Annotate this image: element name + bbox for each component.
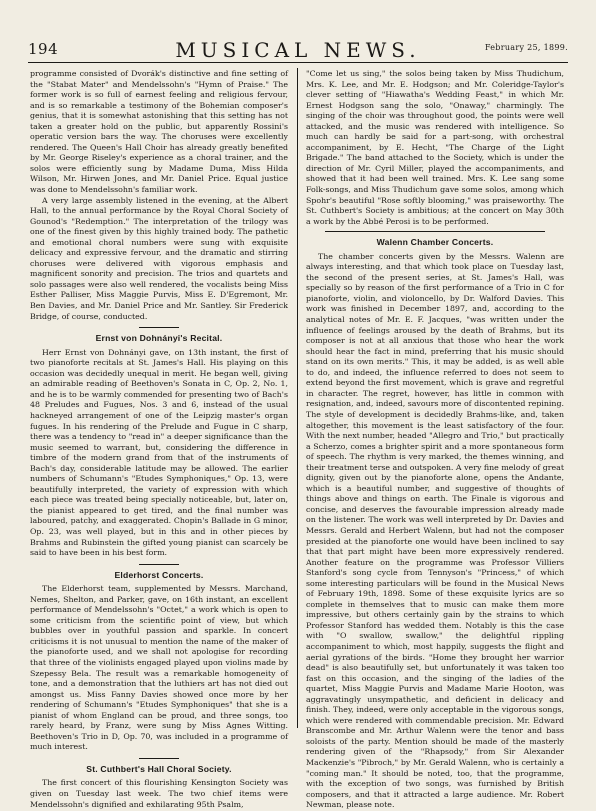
article-paragraph: The chamber concerts given by the Messrs. Walenn are always interesting, and that which took place on Tuesday last, the second of the present series, at St. James's Hall, was specially so by reason of the first performance of a Trio in C for pianoforte, violin, and violoncello, by Dr. Walford Davies. This work was finished in December 1897, and, according to the analytical notes of Mr. E. F. Jacques, "was written under the influence of feelings aroused by the death of Brahms, but its composer is not at all anxious that those who hear the work should hear the fact in mind, preferring that his music should stand on its own merits." This, it may be added, is as well able to do, and indeed, the influence referred to does not seem to extend beyond the first movement, which is grave and regretful in character. The regret, however, has little in common with resignation, and, indeed, savours more of discontented repining. The style of development is decidedly Brahms-like, and, taken altogether, this movement is the least satisfactory of the four. With the next number, headed "Allegro and Trio," but practically a Scherzo, comes a brighter spirit and a more spontaneous form of speech. The rhythm is very marked, the themes winning, and their treatment terse and outspoken. A very fine melody of great dignity, given out by the pianoforte alone, opens the Andante, which is a beautiful number, and suggestive of thoughts of things above and things on earth. The Finale is vigorous and concise, and deserves the favourable impression already made on the listener. The work was well interpreted by Dr. Davies and Messrs. Gerald and Herbert Walenn, but had not the composer presided at the pianoforte one would have been inclined to say that that part might have been more expressively rendered. Another feature on the programme was Professor Villiers Stanford's song cycle from Tennyson's "Princess," of which some interesting particulars will be found in the Musical News of February 19th, 1898. Some of these exquisite lyrics are so complete in themselves that to music can make them more impressive, but others certainly gain by the strains to which Professor Stanford has wedded them. Notably is this the case with "O swallow, swallow," the delightful rippling accompaniment to which, most happily, suggests the flight and aerial gyrations of the birds. "Home they brought her warrior dead" is also beautifully set, but unfortunately it was taken too fast on this occasion, and the singing of the ladies of the quartet, Miss Maggie Purvis and Madame Marie Hooton, was aggravatingly unsympathetic, and deficient in delicacy and finish. They, indeed, were only acceptable in the vigorous songs, which were rendered with commendable precision. Mr. Edward Branscombe and Mr. Arthur Walenn were the tenor and bass soloists of the party. Mention should be made of the masterly rendering given of the "Rhapsody," from Sir Alexander Mackenzie's "Pibroch," by Mr. Gerald Walenn, who is certainly a "coming man." It should be noted, too, that the programme, with the exception of two songs, was furnished by British composers, and that it attracted a large audience. Mr. Robert Newman, please note. (306, 251, 564, 810)
left-column (30, 69, 288, 810)
article-paragraph: A very large assembly listened in the evening, at the Albert Hall, to the annual performance by the Royal Choral Society of Gounod's "Redemption." The interpretation of the trilogy was one of the finest given by this highly trained body. The pathetic and emotional choral numbers were sung with exquisite delicacy and expressive fervour, and the dramatic and stirring choruses were delivered with vigorous emphasis and magnificent sonority and precision. The trios and quartets and solo passages were also well rendered, the vocalists being Miss Esther Palliser, Miss Maggie Purvis, Miss E. D'Egremont, Mr. Ben Davies, and Mr. Daniel Price and Mr. Santley. Sir Frederick Bridge, of course, conducted. (30, 195, 288, 321)
page-header (28, 38, 568, 60)
column-divider (297, 68, 298, 728)
article-paragraph: Herr Ernst von Dohnányi gave, on 13th instant, the first of two pianoforte recitals at St. James's Hall. His playing on this occasion was decidedly unequal in merit. He began well, giving an admirable reading of Beethoven's Sonata in C, Op. 2, No. 1, and he is to be warmly commended for presenting two of Bach's 48 Preludes and Fugues, Nos. 3 and 6, instead of the usual hackneyed arrangement of one of the Leipzig master's organ fugues. In his rendering of the Prelude and Fugue in C sharp, there was a tendency to "read in" a deeper significance than the music seemed to warrant, but, considering the difference in timbre of the modern grand from that of the instruments of Bach's day, considerable latitude may be allowed. The earlier numbers of Schumann's "Etudes Symphoniques," Op. 13, were beautifully interpreted, the variety of expression with which each piece was treated being specially noticeable, but, later on, the pianist appeared to get tired, and the final number was laboured, patchy, and exaggerated. Chopin's Ballade in G minor, Op. 23, was well played, but in this and in other pieces by Brahms and Rubinstein the gifted young pianist can scarcely be said to have been in his best form. (30, 347, 288, 558)
journal-title: MUSICAL NEWS. (175, 38, 421, 62)
section-rule (325, 231, 545, 232)
article-paragraph: "Come let us sing," the solos being taken by Miss Thudichum, Mrs. K. Lee, and Mr. E. Hodgson; and Mr. Coleridge-Taylor's clever setting of "Hiawatha's Wedding Feast," in which Mr. Ernest Hodgson sang the solo, "Onaway," charmingly. The singing of the choir was throughout good, the points were well attacked, and the music was rendered with intelligence. So much can hardly be said for a part-song, with orchestral accompaniment, by E. Hecht, "The Charge of the Light Brigade." The band attached to the Society, which is under the direction of Mr. Cyril Miller, played the accompaniments, and showed that it had been well trained. Mrs. K. Lee sang some Folk-songs, and Miss Thudichum gave some solos, among which Spohr's beautiful "Rose softly blooming," was praiseworthy. The St. Cuthbert's Society is ambitious; at the concert on May 30th a work by the Abbé Perosi is to be performed. (306, 69, 564, 226)
article-paragraph: programme consisted of Dvorák's distinctive and fine setting of the "Stabat Mater" and Mendelssohn's "Hymn of Praise." The former work is so full of earnest feeling and religious fervour, and is so remarkable a testimony of the Bohemian composer's genius, that it is somewhat astonishing that this setting has not taken a greater hold on the public, but apparently Rossini's operatic version bars the way. The choruses were excellently rendered. The Queen's Hall Choir has already greatly benefited by Mr. George Riseley's experience as a choral trainer, and the solos were efficiently sung by Madame Duma, Miss Hilda Wilson, Mr. Hirwen Jones, and Mr. Daniel Price. Equal justice was done to Mendelssohn's familiar work. (30, 69, 288, 195)
article-paragraph: The Elderhorst team, supplemented by Messrs. Marchand, Nemes, Shelton, and Parker, gave, on 16th instant, an excellent performance of Mendelssohn's "Octet," a work which is open to some criticism from the scientific point of view, but which bubbles over in youthful passion and sparkle. In concert criticisms it is not unusual to mention the name of the maker of the pianoforte used, and we shall not apologise for recording that three of the violinists engaged played upon violins made by Szepessy Bela. The result was a remarkable homogeneity of tone, and a demonstration that the luthiers art has not died out amongst us. Miss Fanny Davies showed once more by her rendering of Schumann's "Etudes Symphoniques" that she is a pianist of whom England can be proud, and three songs, too rarely heard, by Franz, were sung by Miss Agnes Witting. Beethoven's Trio in D, Op. 70, was included in a programme of much interest. (30, 584, 288, 752)
section-rule (139, 327, 179, 328)
section-rule (139, 564, 179, 565)
section-heading: Walenn Chamber Concerts. (376, 237, 494, 248)
section-heading: Elderhorst Concerts. (114, 569, 204, 580)
right-column (306, 69, 564, 811)
section-heading: Ernst von Dohnányi's Recital. (95, 333, 223, 344)
article-paragraph: The first concert of this flourishing Kensington Society was given on Tuesday last week. The two chief items were Mendelssohn's dignified and exhilarating 95th Psalm, (30, 778, 288, 809)
header-rule (28, 62, 568, 63)
page-number: 194 (28, 40, 59, 58)
issue-date: February 25, 1899. (484, 43, 568, 52)
section-heading: St. Cuthbert's Hall Choral Society. (86, 763, 232, 774)
